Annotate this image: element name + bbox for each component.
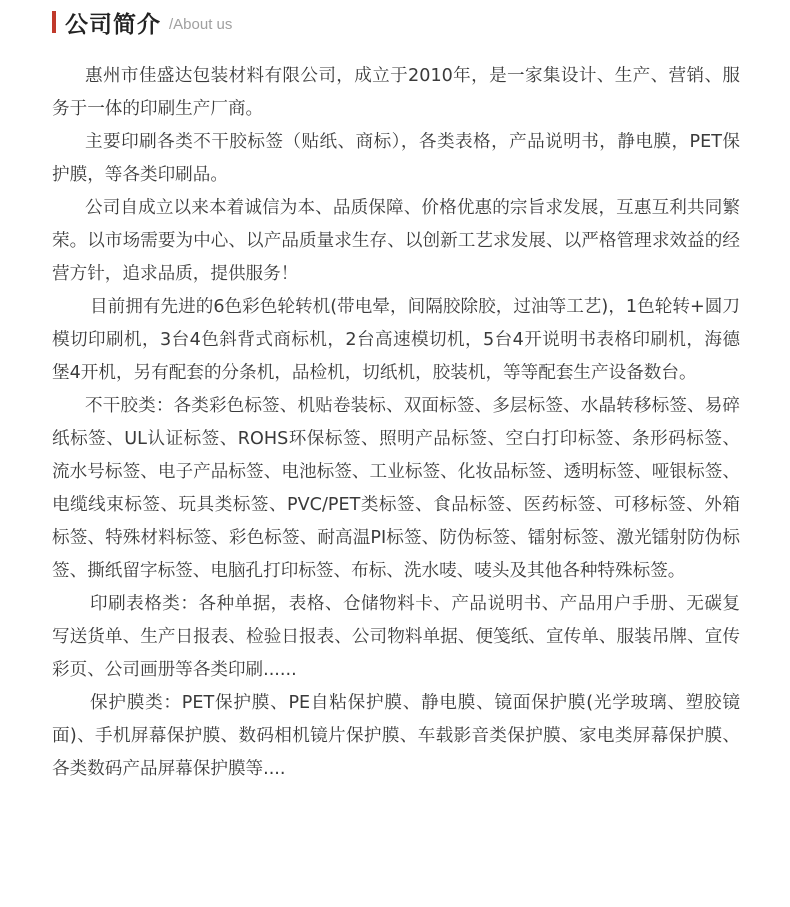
- section-header: [52, 6, 232, 38]
- page-title: 公司简介: [65, 11, 161, 38]
- intro-paragraph-films: 保护膜类：PET保护膜、PE自粘保护膜、静电膜、镜面保护膜(光学玻璃、塑胶镜面)、手机屏幕保护膜、数码相机镜片保护膜、车载影音类保护膜、家电类屏幕保护膜、各类数码产品屏幕保护膜等....: [52, 693, 740, 779]
- intro-paragraph-forms: 印刷表格类：各种单据，表格、仓储物料卡、产品说明书、产品用户手册、无碳复写送货单、生产日报表、检验日报表、公司物料单据、便笺纸、宣传单、服装吊牌、宣传彩页、公司画册等各类印刷......: [52, 594, 740, 680]
- intro-paragraph-equipment: 目前拥有先进的6色彩色轮转机(带电晕，间隔胶除胶，过油等工艺)，1色轮转+圆刀模切印刷机，3台4色斜背式商标机，2台高速模切机，5台4开说明书表格印刷机，海德堡4开机，另有配套的分条机，品检机，切纸机，胶装机，等等配套生产设备数台。: [52, 297, 740, 383]
- intro-paragraph-products: 主要印刷各类不干胶标签（贴纸、商标），各类表格，产品说明书，静电膜，PET保护膜，等各类印刷品。: [52, 132, 740, 185]
- company-intro-body: [52, 60, 740, 786]
- title-accent-bar: [52, 11, 56, 33]
- page-subtitle: /About us: [169, 15, 233, 33]
- intro-paragraph-philosophy: 公司自成立以来本着诚信为本、品质保障、价格优惠的宗旨求发展，互惠互利共同繁荣。以市场需要为中心、以产品质量求生存、以创新工艺求发展、以严格管理求效益的经营方针，追求品质，提供服务！: [52, 198, 740, 284]
- intro-paragraph-labels: 不干胶类：各类彩色标签、机贴卷装标、双面标签、多层标签、水晶转移标签、易碎纸标签、UL认证标签、ROHS环保标签、照明产品标签、空白打印标签、条形码标签、流水号标签、电子产品标签、电池标签、工业标签、化妆品标签、透明标签、哑银标签、电缆线束标签、玩具类标签、PVC/PET类标签、食品标签、医药标签、可移标签、外箱标签、特殊材料标签、彩色标签、耐高温PI标签、防伪标签、镭射标签、激光镭射防伪标签、撕纸留字标签、电脑孔打印标签、布标、洗水唛、唛头及其他各种特殊标签。: [52, 396, 740, 581]
- intro-paragraph-company: 惠州市佳盛达包装材料有限公司，成立于2010年，是一家集设计、生产、营销、服务于一体的印刷生产厂商。: [52, 66, 740, 119]
